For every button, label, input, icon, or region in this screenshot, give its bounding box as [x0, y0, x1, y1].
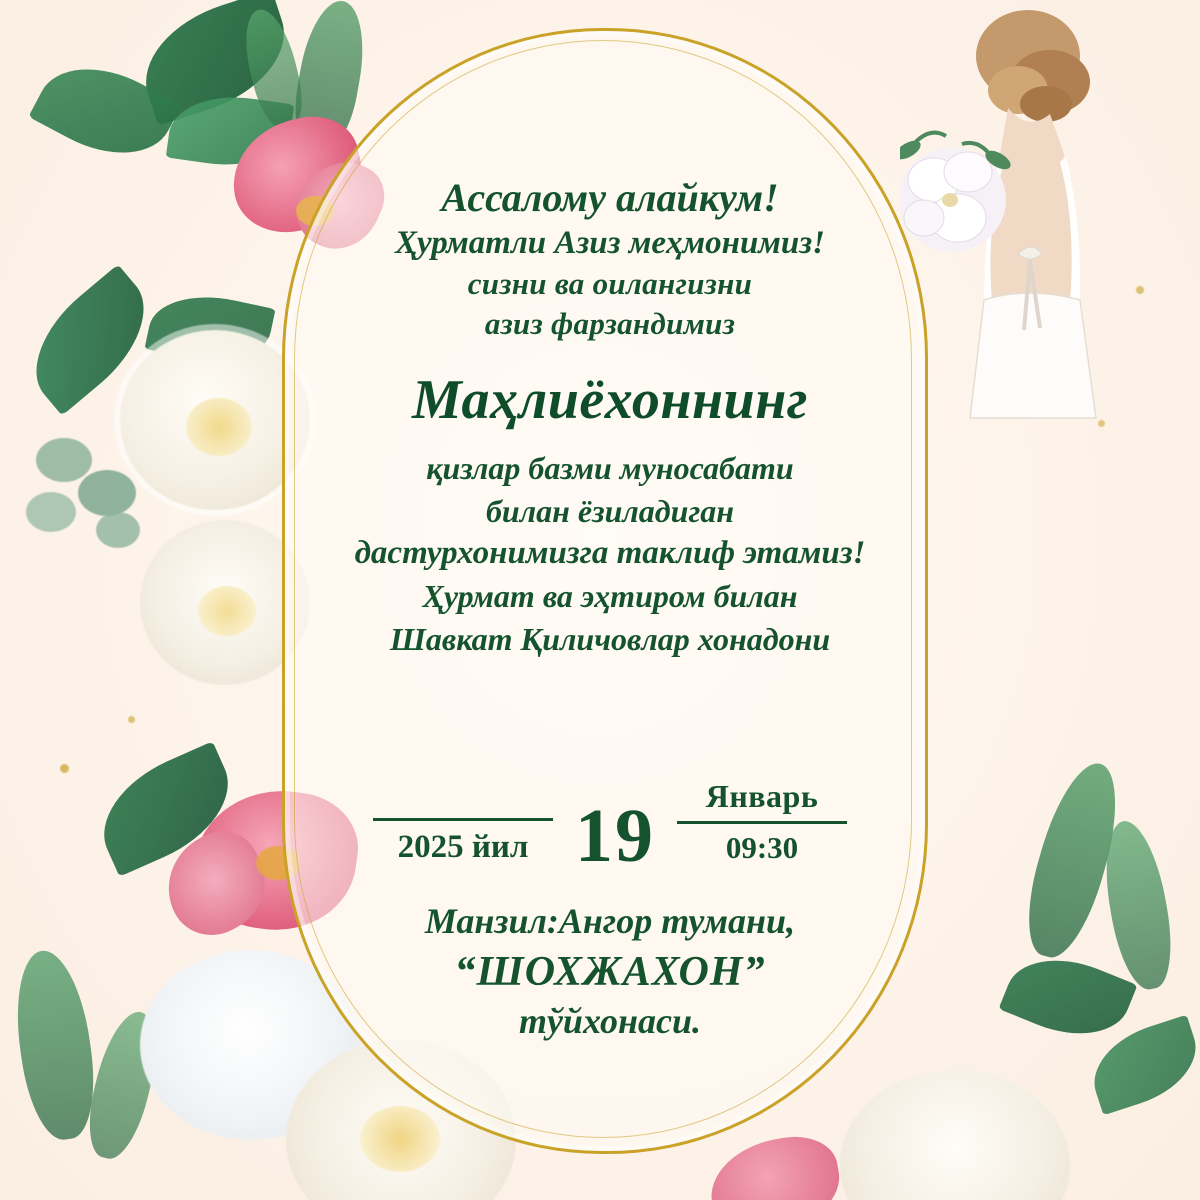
month-rule: [677, 821, 847, 824]
eucalyptus-icon: [96, 512, 140, 548]
leaf-icon: [11, 264, 170, 415]
invitation-text-block: [250, 176, 970, 659]
eucalyptus-icon: [36, 438, 92, 482]
body-line-4: Ҳурмат ва эҳтиром билан: [422, 578, 798, 615]
leaf-icon: [85, 741, 248, 877]
eucalyptus-icon: [26, 492, 76, 532]
confetti-dot: [128, 716, 135, 723]
address-block: [250, 900, 970, 1042]
confetti-dot: [60, 764, 69, 773]
invite-line-1: сизни ва оилангизни: [467, 266, 753, 302]
venue-name: “ШОХЖАХОН”: [454, 948, 766, 995]
address-line-3: тўйхонаси.: [518, 1000, 702, 1041]
leaf-icon: [999, 940, 1138, 1054]
fern-icon: [1096, 816, 1181, 993]
eucalyptus-icon: [78, 470, 136, 516]
address-line-1: Манзил:Ангор тумани,: [424, 901, 796, 941]
year-rule: [373, 818, 553, 821]
greeting-line: Ассалому алайкум!: [441, 175, 779, 220]
white-rose-icon: [840, 1070, 1070, 1200]
body-line-3: дастурхонимизга таклиф этамиз!: [354, 534, 866, 571]
pink-orchid-icon: [703, 1129, 847, 1200]
body-line-5: Шавкат Қиличовлар хонадони: [389, 620, 831, 657]
year-block: [373, 818, 553, 872]
guest-line: Ҳурматли Азиз меҳмонимиз!: [395, 225, 825, 262]
body-line-2: билан ёзиладиган: [485, 492, 735, 529]
confetti-dot: [1136, 286, 1144, 294]
fern-icon: [1014, 755, 1133, 965]
fern-icon: [79, 1006, 168, 1165]
white-rose-center: [186, 398, 252, 456]
time-label: 09:30: [725, 830, 799, 865]
confetti-dot: [1098, 420, 1105, 427]
invite-line-2: азиз фарзандимиз: [484, 306, 736, 342]
white-rose-center: [198, 586, 256, 636]
leaf-icon: [28, 44, 181, 177]
month-label: Январь: [705, 778, 819, 814]
date-strip: [250, 778, 970, 878]
fern-icon: [7, 946, 103, 1144]
leaf-icon: [166, 88, 295, 174]
day-number: 19: [575, 793, 655, 878]
year-label: 2025 йил: [397, 829, 529, 865]
body-line-1: қизлар базми муносабати: [426, 450, 794, 487]
honoree-name: Маҳлиёхоннинг: [412, 369, 808, 432]
fern-icon: [287, 0, 372, 154]
fern-icon: [236, 4, 310, 132]
white-rose-center: [360, 1106, 440, 1172]
leaf-icon: [1082, 1015, 1200, 1116]
leaf-icon: [129, 0, 301, 126]
month-time-block: [677, 778, 847, 872]
